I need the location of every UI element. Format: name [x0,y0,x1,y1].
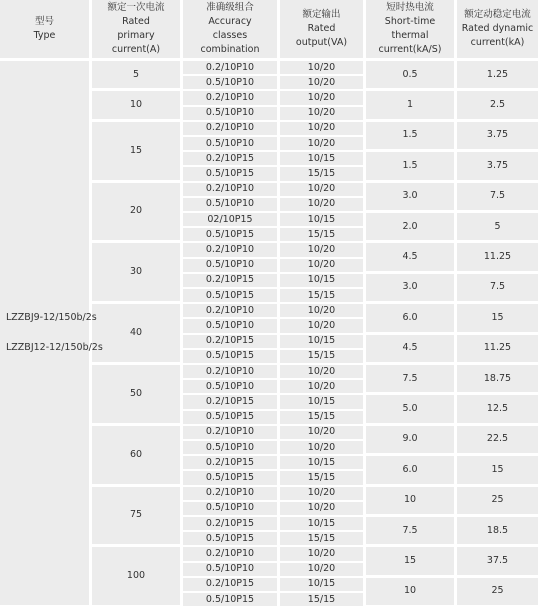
rated-output: 10/20 [280,122,363,135]
accuracy-class: 0.2/10P10 [183,426,277,439]
accuracy-class: 0.5/10P10 [183,502,277,515]
accuracy-class: 0.2/10P15 [183,152,277,165]
rated-output: 10/15 [280,274,363,287]
rated-output: 15/15 [280,289,363,302]
column-header [457,0,538,58]
header-line: Type [33,30,56,41]
column-header [183,0,277,58]
accuracy-class: 0.5/10P10 [183,259,277,272]
rated-output: 10/20 [280,547,363,560]
rated-primary-current: 10 [92,91,180,118]
rated-output: 10/20 [280,243,363,256]
accuracy-class: 0.5/10P10 [183,563,277,576]
rated-output: 10/20 [280,487,363,500]
model-name: LZZBJ9-12/150b/2s [6,312,97,323]
accuracy-class: 0.2/10P15 [183,517,277,530]
rated-output: 15/15 [280,167,363,180]
dynamic-current: 11.25 [457,335,538,362]
dynamic-current: 2.5 [457,91,538,118]
thermal-current: 3.0 [366,274,454,301]
rated-output: 10/20 [280,137,363,150]
header-line: 准确级组合 [206,2,254,13]
rated-primary-current: 40 [92,304,180,362]
thermal-current: 7.5 [366,517,454,544]
thermal-current: 4.5 [366,243,454,270]
dynamic-current: 22.5 [457,426,538,453]
rated-primary-current: 5 [92,61,180,88]
accuracy-class: 0.2/10P10 [183,487,277,500]
thermal-current: 10 [366,487,454,514]
rated-output: 15/15 [280,350,363,363]
header-line: 额定输出 [302,9,341,20]
accuracy-class: 0.5/10P10 [183,76,277,89]
accuracy-class: 0.2/10P10 [183,61,277,74]
accuracy-class: 0.5/10P15 [183,593,277,606]
type-cell [0,61,103,605]
header-line: combination [200,44,260,55]
accuracy-class: 0.5/10P15 [183,532,277,545]
accuracy-class: 02/10P15 [183,213,277,226]
rated-output: 10/15 [280,456,363,469]
accuracy-class: 0.2/10P10 [183,91,277,104]
accuracy-class: 0.2/10P10 [183,183,277,196]
rated-output: 10/15 [280,578,363,591]
rated-output: 10/20 [280,76,363,89]
rated-output: 10/20 [280,441,363,454]
accuracy-class: 0.5/10P10 [183,107,277,120]
thermal-current: 7.5 [366,365,454,392]
dynamic-current: 15 [457,304,538,331]
rated-output: 10/20 [280,380,363,393]
model-name: LZZBJ12-12/150b/2s [6,342,103,353]
column-header [92,0,180,58]
rated-primary-current: 100 [92,547,180,605]
thermal-current: 1 [366,91,454,118]
rated-output: 15/15 [280,471,363,484]
dynamic-current: 18.75 [457,365,538,392]
rated-output: 10/15 [280,152,363,165]
rated-output: 10/15 [280,517,363,530]
rated-output: 15/15 [280,593,363,606]
rated-primary-current: 30 [92,243,180,301]
accuracy-class: 0.5/10P15 [183,167,277,180]
rated-output: 10/20 [280,107,363,120]
dynamic-current: 7.5 [457,274,538,301]
dynamic-current: 3.75 [457,152,538,179]
accuracy-class: 0.5/10P10 [183,137,277,150]
header-line: 短时热电流 [386,2,434,13]
header-line: output(VA) [295,37,348,48]
header-line: Short-time [384,16,436,27]
header-line: 型号 [34,16,54,27]
header-line: Rated dynamic [461,23,534,34]
rated-output: 10/20 [280,61,363,74]
thermal-current: 9.0 [366,426,454,453]
dynamic-current: 11.25 [457,243,538,270]
header-line: Rated [122,16,150,27]
column-header [280,0,363,58]
dynamic-current: 1.25 [457,61,538,88]
rated-primary-current: 20 [92,183,180,241]
dynamic-current: 37.5 [457,547,538,574]
rated-output: 10/20 [280,91,363,104]
header-line: Rated [307,23,336,34]
header-line: current(kA) [470,37,525,48]
accuracy-class: 0.5/10P15 [183,228,277,241]
thermal-current: 1.5 [366,122,454,149]
header-line: Accuracy [208,16,252,27]
rated-output: 10/20 [280,304,363,317]
accuracy-class: 0.5/10P10 [183,441,277,454]
column-header [0,0,89,58]
accuracy-class: 0.2/10P10 [183,243,277,256]
accuracy-class: 0.2/10P10 [183,304,277,317]
column-header [366,0,454,58]
rated-primary-current: 75 [92,487,180,545]
dynamic-current: 15 [457,456,538,483]
thermal-current: 15 [366,547,454,574]
rated-output: 10/20 [280,426,363,439]
rated-output: 10/20 [280,502,363,515]
thermal-current: 5.0 [366,395,454,422]
thermal-current: 2.0 [366,213,454,240]
accuracy-class: 0.5/10P10 [183,380,277,393]
accuracy-class: 0.5/10P15 [183,350,277,363]
accuracy-class: 0.2/10P15 [183,578,277,591]
thermal-current: 3.0 [366,183,454,210]
accuracy-class: 0.2/10P15 [183,456,277,469]
header-line: current(A) [111,44,161,55]
dynamic-current: 25 [457,578,538,605]
accuracy-class: 0.2/10P10 [183,365,277,378]
thermal-current: 6.0 [366,456,454,483]
dynamic-current: 18.5 [457,517,538,544]
accuracy-class: 0.5/10P10 [183,319,277,332]
accuracy-class: 0.2/10P15 [183,335,277,348]
thermal-current: 10 [366,578,454,605]
thermal-current: 4.5 [366,335,454,362]
rated-output: 15/15 [280,532,363,545]
rated-primary-current: 15 [92,122,180,180]
header-line: classes [212,30,248,41]
rated-primary-current: 60 [92,426,180,484]
accuracy-class: 0.2/10P15 [183,274,277,287]
rated-output: 10/15 [280,213,363,226]
rated-output: 10/20 [280,198,363,211]
dynamic-current: 3.75 [457,122,538,149]
rated-output: 10/20 [280,319,363,332]
accuracy-class: 0.2/10P10 [183,547,277,560]
thermal-current: 0.5 [366,61,454,88]
thermal-current: 6.0 [366,304,454,331]
rated-output: 10/20 [280,365,363,378]
header-line: 额定动稳定电流 [464,9,531,20]
dynamic-current: 25 [457,487,538,514]
dynamic-current: 5 [457,213,538,240]
accuracy-class: 0.5/10P15 [183,289,277,302]
header-line: primary [117,30,155,41]
rated-output: 10/20 [280,563,363,576]
rated-output: 15/15 [280,228,363,241]
accuracy-class: 0.2/10P10 [183,122,277,135]
dynamic-current: 7.5 [457,183,538,210]
thermal-current: 1.5 [366,152,454,179]
rated-output: 10/15 [280,335,363,348]
rated-primary-current: 50 [92,365,180,423]
accuracy-class: 0.5/10P15 [183,411,277,424]
rated-output: 15/15 [280,411,363,424]
header-line: thermal [391,30,429,41]
header-line: current(kA/S) [378,44,442,55]
rated-output: 10/20 [280,259,363,272]
dynamic-current: 12.5 [457,395,538,422]
rated-output: 10/20 [280,183,363,196]
accuracy-class: 0.2/10P15 [183,395,277,408]
accuracy-class: 0.5/10P15 [183,471,277,484]
accuracy-class: 0.5/10P10 [183,198,277,211]
rated-output: 10/15 [280,395,363,408]
header-line: 额定一次电流 [107,2,165,13]
